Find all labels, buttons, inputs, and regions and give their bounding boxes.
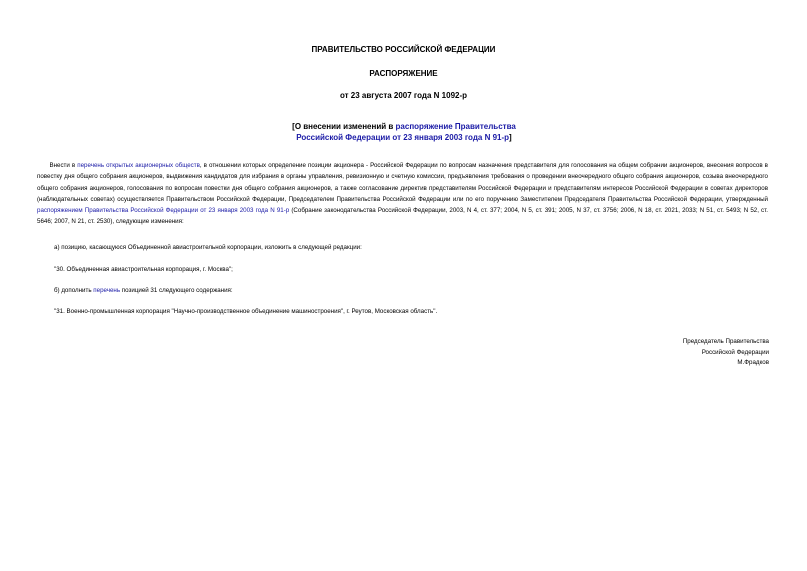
list-link[interactable]: перечень открытых акционерных обществ	[77, 162, 200, 169]
item-b-list-link[interactable]: перечень	[93, 287, 121, 294]
item-31: "31. Военно-промышленная корпорация "Научно-производственное объединение машиностроения", г. Реутов, Московская область".	[54, 308, 438, 315]
subject-prefix: [О внесении изменений в	[292, 122, 396, 131]
signature-country: Российской Федерации	[701, 348, 769, 356]
item-b-suffix: позицией 31 следующего содержания:	[120, 287, 233, 294]
document-type: РАСПОРЯЖЕНИЕ	[369, 69, 438, 78]
item-b	[54, 286, 233, 296]
signature-name: М.Фрадков	[737, 359, 769, 366]
subject-suffix: ]	[509, 133, 512, 142]
paragraph-text-2: (Собрание законодательства Российской Федерации, 2003, N 4, ст. 377; 2004, N 5, ст. 391; 2005, N 37, ст. 3756; 2006, N 18, ст. 2021, 2033; N 51, ст. 5493; N 52, ст. 5646; 2007, N 21, ст. 2530), следующие изменения:	[37, 207, 769, 226]
document-subject	[270, 121, 538, 143]
item-b-prefix: б) дополнить	[54, 287, 94, 294]
paragraph-text-1: , в отношении которых определение позиции акционера - Российской Федерации по вопросам назначения представителя для голосования на общем собрании акционеров, внесения вопросов в повестку дня общего собрания акционеров, выдвижения кандидатов для избрания в органы управления, ревизионную и счетную комиссии, предъявления требования о проведении внеочередного общего собрания акционеров, созыва внеочередного общего собрания акционеров, голосования по вопросам повестки дня общего собрания акционеров, а также согласование директив представителям Российской Федерации и представителям интересов Российской Федерации в советах директоров (наблюдательных советах) осуществляется Правительством Российской Федерации, Председателем Правительства Российской Федерации или по его поручению Заместителем Председателя Правительства Российской Федерации, утвержденный	[37, 162, 768, 203]
main-paragraph	[37, 160, 768, 228]
item-a: а) позицию, касающуюся Объединенной авиастроительной корпорации, изложить в следующей редакции:	[54, 244, 362, 251]
signature-title: Председатель Правительства	[682, 338, 769, 345]
paragraph-start: Внести в	[49, 162, 78, 169]
government-title: ПРАВИТЕЛЬСТВО РОССИЙСКОЙ ФЕДЕРАЦИИ	[311, 45, 496, 54]
item-30: "30. Объединенная авиастроительная корпорация, г. Москва";	[54, 266, 233, 273]
signature-block	[683, 337, 769, 369]
document-date-number: от 23 августа 2007 года N 1092-р	[339, 91, 468, 100]
subject-link[interactable]: распоряжение Правительства Российской Федерации от 23 января 2003 года N 91-р	[296, 122, 516, 142]
order-link[interactable]: распоряжением Правительства Российской Федерации от 23 января 2003 года N 91-р	[37, 207, 290, 215]
